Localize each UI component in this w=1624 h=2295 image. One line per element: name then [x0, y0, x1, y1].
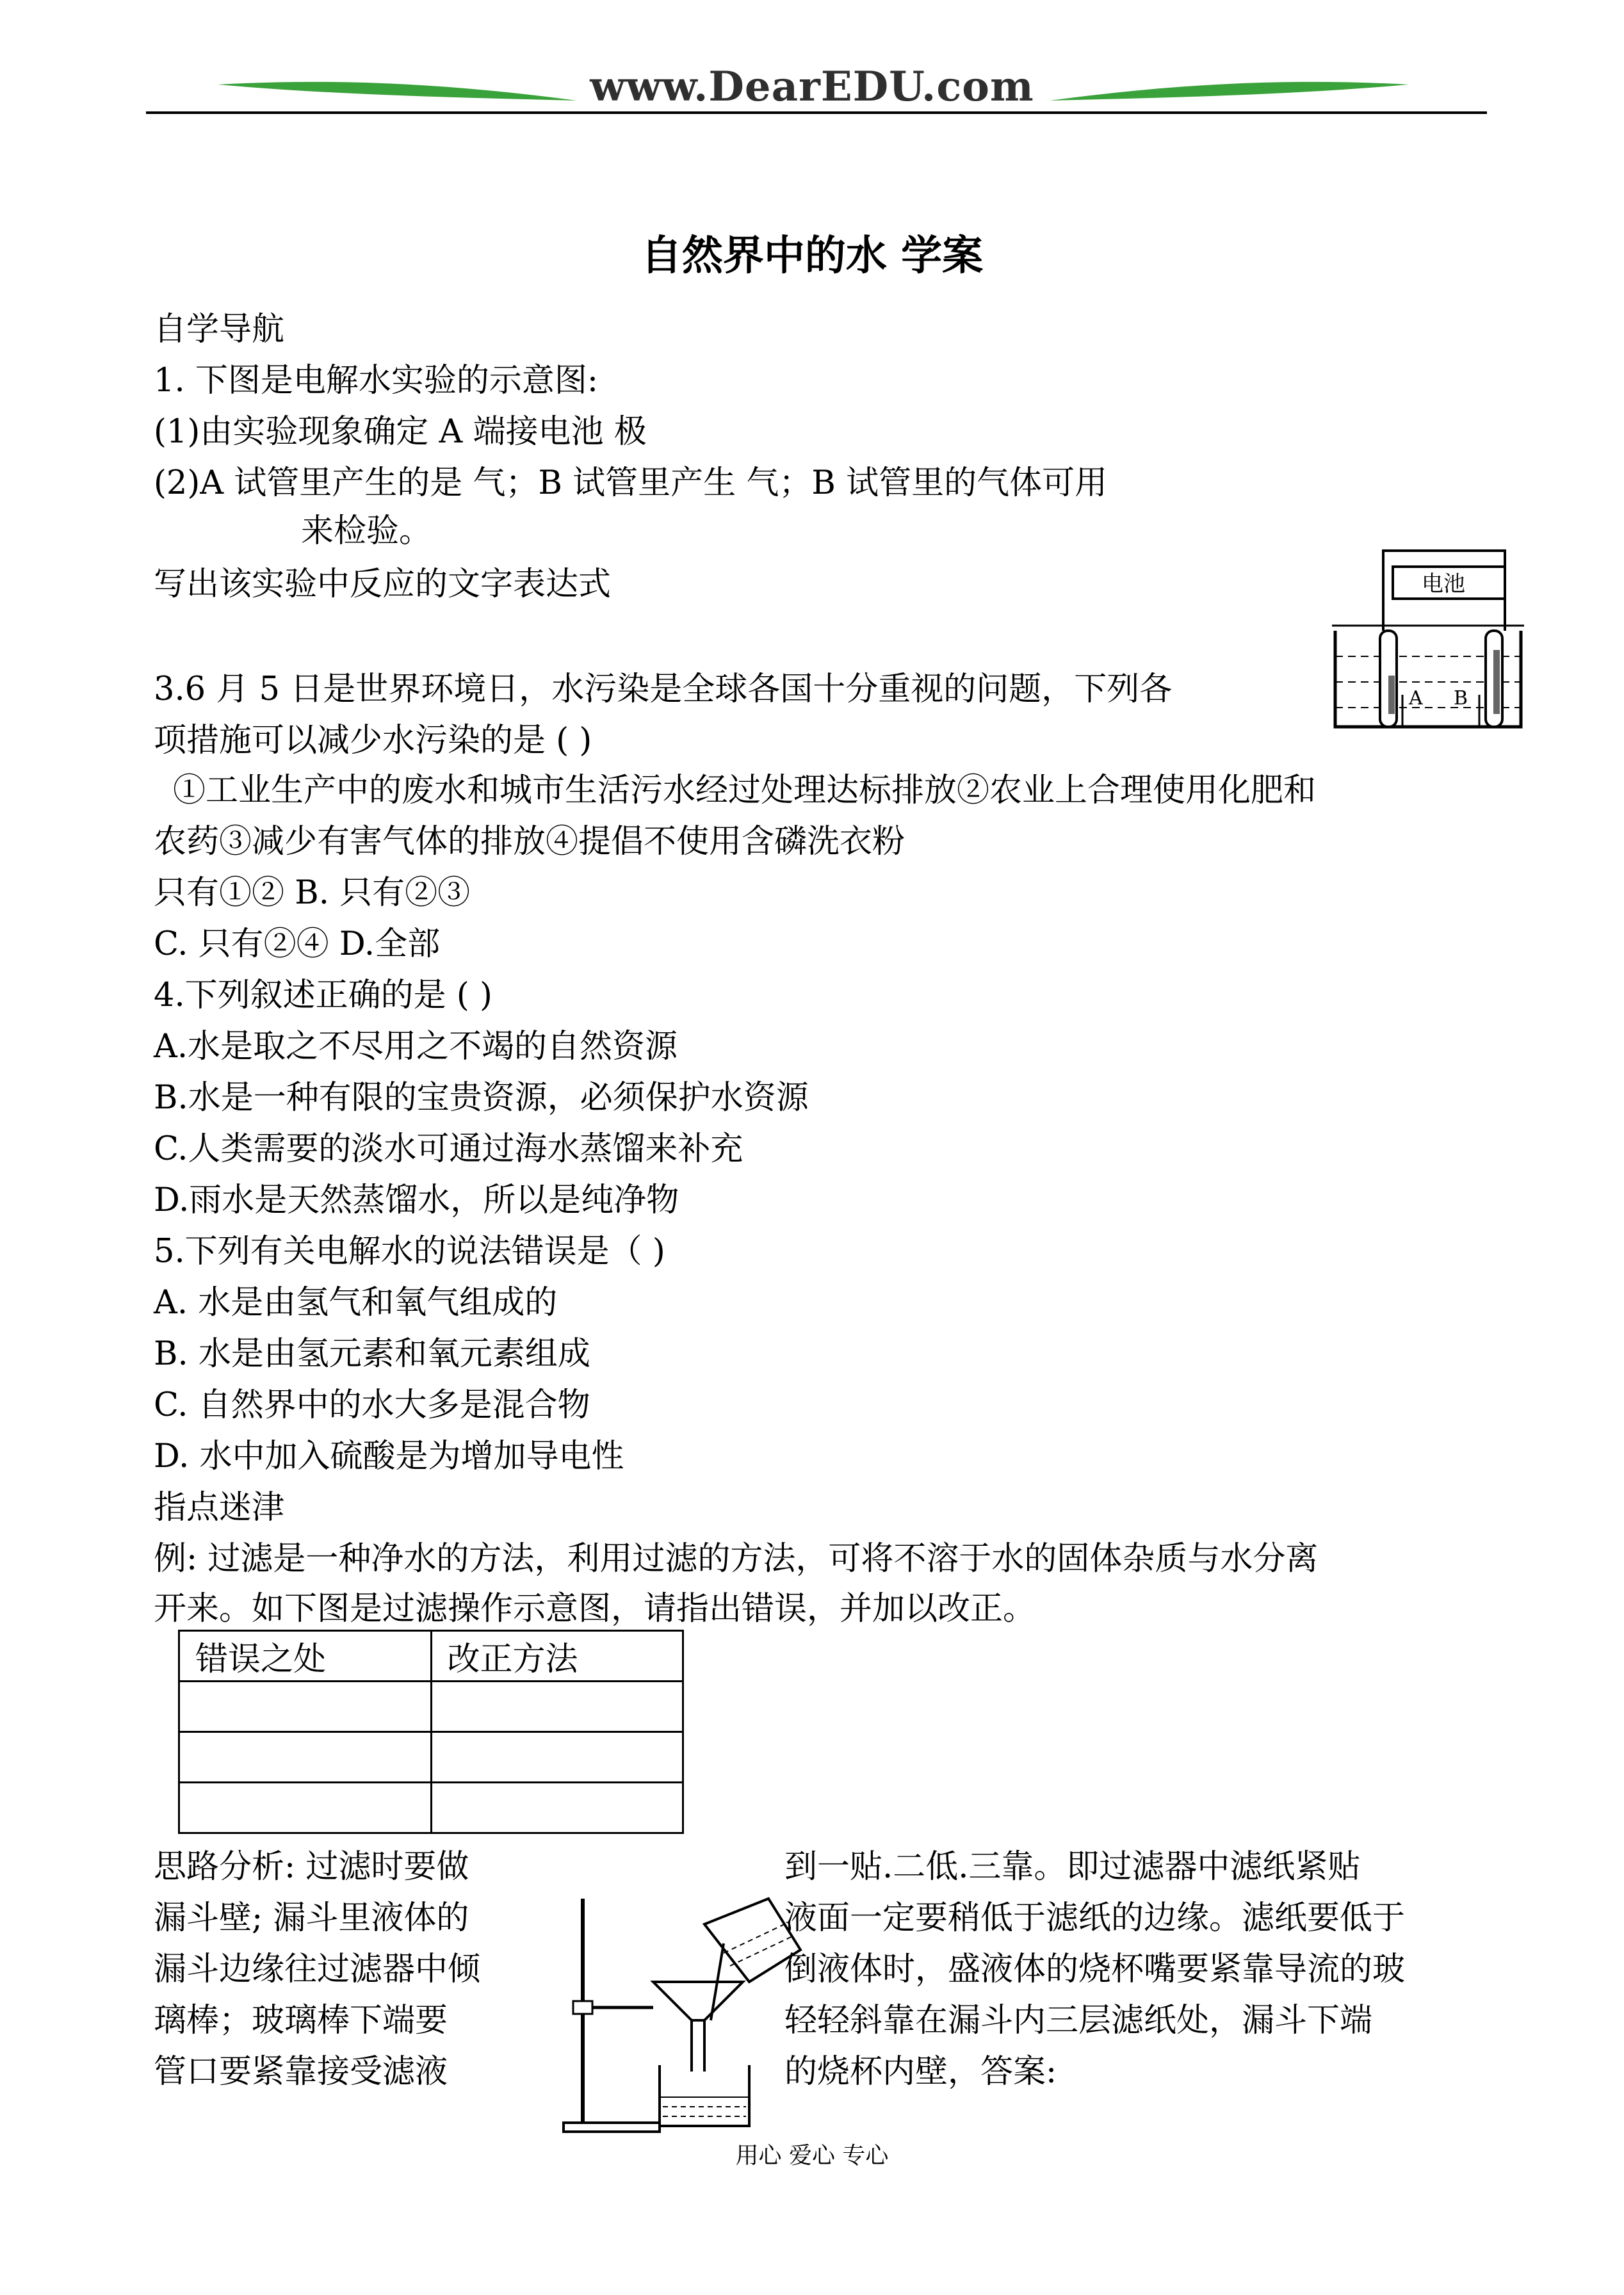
- table-row: [179, 1682, 683, 1732]
- table-row: [179, 1783, 683, 1833]
- analysis-right-line: 的烧杯内壁，答案:: [784, 2053, 1057, 2091]
- question-1: 1. 下图是电解水实验的示意图:: [154, 362, 599, 400]
- table-cell[interactable]: [179, 1732, 432, 1783]
- error-correction-table: [178, 1630, 684, 1834]
- table-cell[interactable]: [431, 1682, 683, 1732]
- question-4: 4.下列叙述正确的是 ( ): [154, 977, 492, 1014]
- example-text-cont: 开来。如下图是过滤操作示意图，请指出错误，并加以改正。: [154, 1590, 1036, 1628]
- tube-b-label: B: [1454, 687, 1468, 710]
- section-heading-self-study: 自学导航: [154, 311, 285, 348]
- question-3-options-ab: 只有①② B. 只有②③: [154, 874, 471, 912]
- header-divider: [146, 111, 1487, 114]
- analysis-left-line: 漏斗边缘往过滤器中倾: [154, 1950, 481, 1988]
- question-1-part-2-cont: 来检验。: [301, 512, 432, 550]
- question-3-cont: 项措施可以减少水污染的是 ( ): [154, 722, 592, 759]
- example-text: 例: 过滤是一种净水的方法，利用过滤的方法，可将不溶于水的固体杂质与水分离: [154, 1540, 1319, 1578]
- table-cell[interactable]: [431, 1732, 683, 1783]
- question-5: 5.下列有关电解水的说法错误是（ ): [154, 1233, 665, 1270]
- question-4-option-a: A.水是取之不尽用之不竭的自然资源: [154, 1028, 678, 1066]
- question-5-option-b: B. 水是由氢元素和氧元素组成: [154, 1335, 590, 1373]
- table-header-row: [179, 1631, 683, 1682]
- page-title: 自然界中的水 学案: [640, 232, 984, 280]
- question-3-statements: ①工业生产中的废水和城市生活污水经过处理达标排放②农业上合理使用化肥和: [173, 772, 1317, 809]
- table-cell[interactable]: [431, 1783, 683, 1833]
- table-cell[interactable]: [179, 1682, 432, 1732]
- table-header-corrections: 改正方法: [431, 1631, 683, 1682]
- site-logo: www.DearEDU.com: [590, 63, 1034, 111]
- question-3-statements-cont: 农药③减少有害气体的排放④提倡不使用含磷洗衣粉: [154, 823, 905, 861]
- analysis-left-line: 管口要紧靠接受滤液: [154, 2053, 448, 2091]
- question-4-option-c: C.人类需要的淡水可通过海水蒸馏来补充: [154, 1130, 743, 1168]
- question-5-option-c: C. 自然界中的水大多是混合物: [154, 1386, 590, 1424]
- analysis-right-line: 倒液体时，盛液体的烧杯嘴要紧靠导流的玻: [784, 1950, 1406, 1988]
- table-cell[interactable]: [179, 1783, 432, 1833]
- filtration-diagram: [557, 1879, 813, 2136]
- analysis-left-line: 漏斗壁; 漏斗里液体的: [154, 1899, 469, 1937]
- tube-a-label: A: [1409, 687, 1423, 710]
- question-5-option-d: D. 水中加入硫酸是为增加导电性: [154, 1438, 624, 1475]
- question-4-option-d: D.雨水是天然蒸馏水，所以是纯净物: [154, 1181, 679, 1219]
- analysis-right-line: 液面一定要稍低于滤纸的边缘。滤纸要低于: [784, 1899, 1406, 1937]
- question-3: 3.6 月 5 日是世界环境日，水污染是全球各国十分重视的问题，下列各: [154, 670, 1173, 708]
- section-heading-guidance: 指点迷津: [154, 1489, 285, 1527]
- question-3-options-cd: C. 只有②④ D.全部: [154, 925, 441, 963]
- question-1-part-2: (2)A 试管里产生的是 气；B 试管里产生 气；B 试管里的气体可用: [154, 464, 1108, 502]
- question-5-option-a: A. 水是由氢气和氧气组成的: [154, 1284, 558, 1322]
- electrolysis-diagram: [1332, 547, 1524, 740]
- analysis-right-line: 轻轻斜靠在漏斗内三层滤纸处，漏斗下端: [784, 2002, 1373, 2040]
- analysis-left-line: 思路分析: 过滤时要做: [154, 1848, 469, 1886]
- question-1-part-1: (1)由实验现象确定 A 端接电池 极: [154, 413, 647, 451]
- analysis-right-line: 到一贴.二低.三靠。即过滤器中滤纸紧贴: [784, 1848, 1361, 1886]
- table-row: [179, 1732, 683, 1783]
- battery-label: 电池: [1422, 571, 1465, 597]
- question-1-expression: 写出该实验中反应的文字表达式: [154, 565, 612, 603]
- analysis-left-line: 璃棒；玻璃棒下端要: [154, 2002, 448, 2040]
- question-4-option-b: B.水是一种有限的宝贵资源，必须保护水资源: [154, 1079, 809, 1117]
- table-header-errors: 错误之处: [179, 1631, 432, 1682]
- page-footer: 用心 爱心 专心: [735, 2143, 889, 2169]
